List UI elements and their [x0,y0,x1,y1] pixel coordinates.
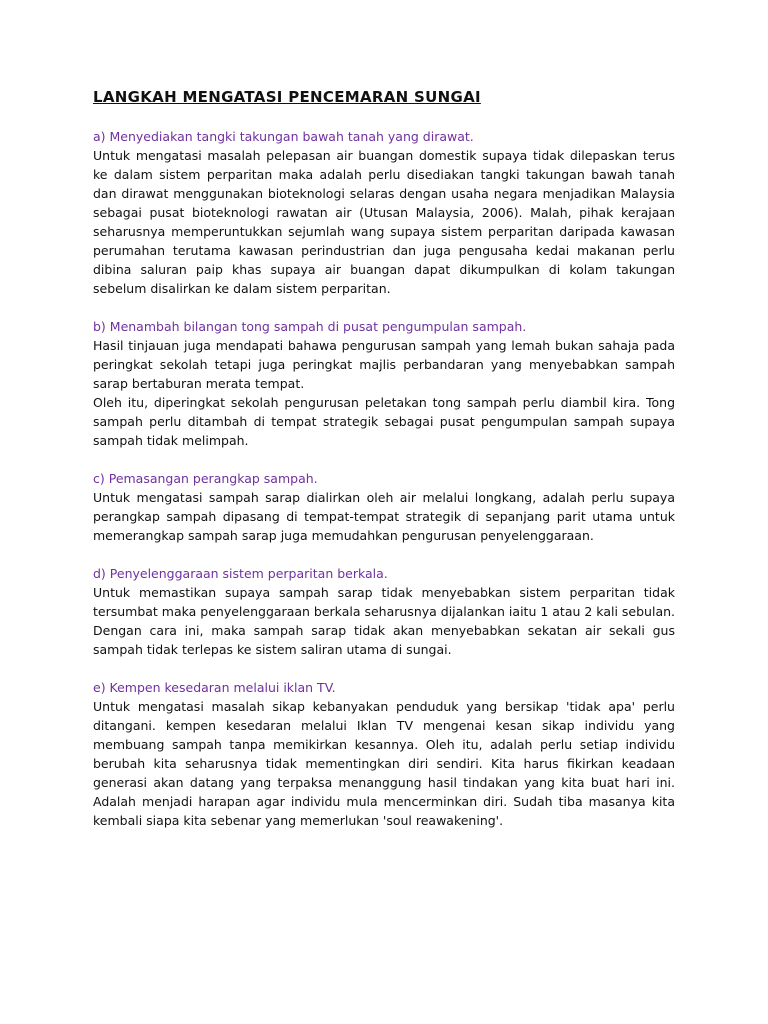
section-e [93,678,675,830]
section-c [93,469,675,545]
section-heading: b) Menambah bilangan tong sampah di pusat pengumpulan sampah. [93,319,527,334]
section-paragraph: Oleh itu, diperingkat sekolah pengurusan peletakan tong sampah perlu diambil kira. Tong sampah perlu ditambah di tempat strategik sebagai pusat pengumpulan sampah supaya sampah tidak melimpah. [93,395,675,448]
section-paragraph: Hasil tinjauan juga mendapati bahawa pengurusan sampah yang lemah bukan sahaja pada peringkat sekolah tetapi juga peringkat majlis perbandaran yang menyebabkan sampah sarap bertaburan merata tempat. [93,338,675,391]
section-paragraph: Untuk mengatasi masalah pelepasan air buangan domestik supaya tidak dilepaskan terus ke dalam sistem perparitan maka adalah perlu disediakan tangki takungan bawah tanah dan dirawat menggunakan bioteknologi selaras dengan usaha negara menjadikan Malaysia sebagai pusat bioteknologi rawatan air (Utusan Malaysia, 2006). Malah, pihak kerajaan seharusnya memperuntukkan sejumlah wang supaya sistem perparitan daripada kawasan perumahan terutama kawasan perindustrian dan juga pengusaha kedai makanan perlu dibina saluran paip khas supaya air buangan dapat dikumpulkan di kolam takungan sebelum disalirkan ke dalam sistem perparitan. [93,148,675,296]
section-paragraph: Untuk mengatasi sampah sarap dialirkan oleh air melalui longkang, adalah perlu supaya perangkap sampah dipasang di tempat-tempat strategik di sepanjang parit utama untuk memerangkap sampah sarap juga memudahkan pengurusan penyelenggaraan. [93,490,675,543]
section-heading: c) Pemasangan perangkap sampah. [93,471,318,486]
section-paragraph: Untuk memastikan supaya sampah sarap tidak menyebabkan sistem perparitan tidak tersumbat maka penyelenggaraan berkala seharusnya dijalankan iaitu 1 atau 2 kali sebulan. Dengan cara ini, maka sampah sarap tidak akan menyebabkan sekatan air sekali gus sampah tidak terlepas ke sistem saliran utama di sungai. [93,585,675,657]
section-heading: e) Kempen kesedaran melalui iklan TV. [93,680,336,695]
section-heading: d) Penyelenggaraan sistem perparitan berkala. [93,566,388,581]
section-paragraph: Untuk mengatasi masalah sikap kebanyakan penduduk yang bersikap 'tidak apa' perlu ditangani. kempen kesedaran melalui Iklan TV mengenai kesan sikap individu yang membuang sampah tanpa memikirkan kesannya. Oleh itu, adalah perlu setiap individu berubah kita seharusnya tidak mementingkan diri sendiri. Kita harus fikirkan keadaan generasi akan datang yang terpaksa menanggung hasil tindakan yang kita buat hari ini. Adalah menjadi harapan agar individu mula mencerminkan diri. Sudah tiba masanya kita kembali siapa kita sebenar yang memerlukan 'soul reawakening'. [93,699,675,828]
section-b [93,317,675,450]
document-page [93,88,675,849]
section-heading: a) Menyediakan tangki takungan bawah tanah yang dirawat. [93,129,474,144]
section-d [93,564,675,659]
document-title: LANGKAH MENGATASI PENCEMARAN SUNGAI [93,88,481,106]
section-a [93,127,675,298]
